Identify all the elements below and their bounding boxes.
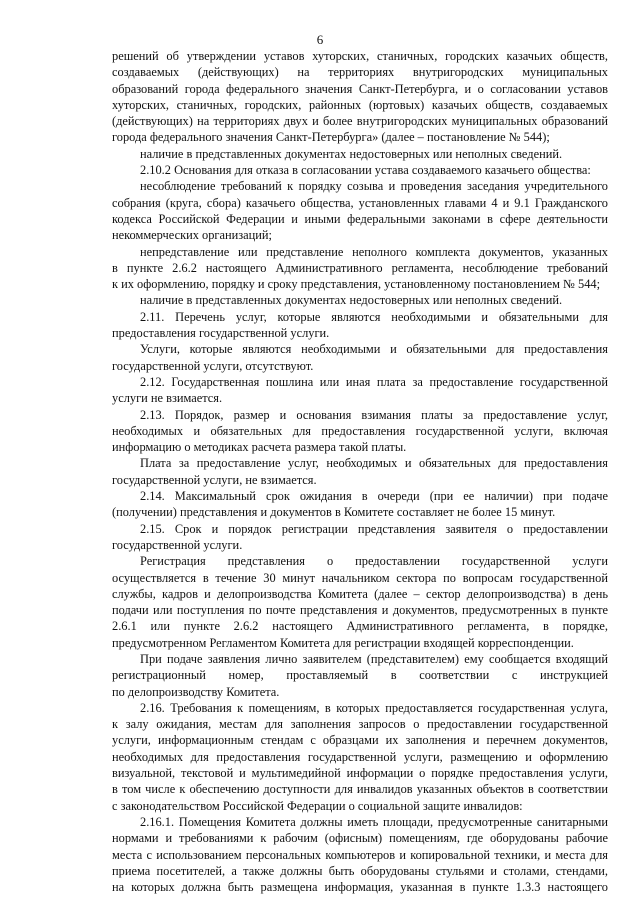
text-line: службы, кадров и делопроизводства Комитета (далее – сектор делопроизводства) в день xyxy=(112,586,608,601)
text-line: образований города федерального значения Санкт-Петербурга, и о согласовании уставов xyxy=(112,81,608,96)
text-line: города федерального значения Санкт-Петербурга» (далее – постановление № 544); xyxy=(112,130,550,145)
text-line: необходимых и обязательных для предоставления государственной услуги, включая xyxy=(112,423,608,438)
text-line: 2.10.2 Основания для отказа в согласовании устава создаваемого казачьего общества: xyxy=(140,163,591,178)
text-line: 2.16.1. Помещения Комитета должны иметь площади, предусмотренные санитарными xyxy=(140,814,608,829)
text-line: по делопроизводству Комитета. xyxy=(112,684,280,699)
text-line: некоммерческих организаций; xyxy=(112,228,272,243)
text-line: (действующих) на территориях двух и более внутригородских муниципальных образований xyxy=(112,114,608,129)
text-line: Услуги, которые являются необходимыми и обязательными для предоставления xyxy=(140,342,608,357)
text-line: 2.14. Максимальный срок ожидания в очереди (при ее наличии) при подаче xyxy=(140,489,608,504)
text-line: 2.12. Государственная пошлина или иная плата за предоставление государственной xyxy=(140,374,608,389)
text-line: При подаче заявления лично заявителем (представителем) ему сообщается входящий xyxy=(140,651,608,666)
text-line: услуги, информационным стендам с образцами их заполнения и перечнем документов, xyxy=(112,733,608,748)
text-line: 2.11. Перечень услуг, которые являются необходимыми и обязательными для xyxy=(140,309,608,324)
text-line: в пункте 2.6.2 настоящего Административного регламента, несоблюдение требований xyxy=(112,260,608,275)
text-line: информацию о методиках расчета размера такой платы. xyxy=(112,440,407,455)
text-line: необходимых для предоставления государственной услуги, размещению и оформлению xyxy=(112,749,608,764)
text-line: предоставления государственной услуги. xyxy=(112,326,330,341)
text-line: (получении) представления и документов в Комитете составляет не более 15 минут. xyxy=(112,505,556,520)
text-line: предусмотренном Регламентом Комитета для регистрации входящей корреспонденции. xyxy=(112,635,574,650)
text-line: Плата за предоставление услуг, необходимых и обязательных для предоставления xyxy=(140,456,608,471)
text-line: кодекса Российской Федерации и иными федеральными законами в сфере деятельности xyxy=(112,211,608,226)
text-line: наличие в представленных документах недостоверных или неполных сведений. xyxy=(140,293,563,308)
text-line: наличие в представленных документах недостоверных или неполных сведений. xyxy=(140,146,563,161)
text-line: подачи или поступления по почте представления и документов, предусмотренных в пункте xyxy=(112,603,608,618)
text-line: с законодательством Российской Федерации о социальной защите инвалидов: xyxy=(112,798,523,813)
page-number: 6 xyxy=(316,32,324,47)
text-line: на которых должна быть размещена информация, указанная в пункте 1.3.3 настоящего xyxy=(112,880,608,895)
text-line: приема посетителей, а также должны быть оборудованы стульями и столами, стендами, xyxy=(112,863,608,878)
text-line: собрания (круга, сбора) казачьего общества, установленных главами 4 и 9.1 Гражданского xyxy=(112,195,608,210)
text-line: несоблюдение требований к порядку созыва и проведения заседания учредительного xyxy=(140,179,608,194)
text-line: места с использованием персональных компьютеров и копировальной техники, и места для xyxy=(112,847,608,862)
text-line: к залу ожидания, местам для заполнения запросов о предоставлении государственной xyxy=(112,717,608,732)
text-line: государственной услуги, отсутствуют. xyxy=(112,358,314,373)
text-line: нормами и требованиями к рабочим (офисным) помещениям, где оборудованы рабочие xyxy=(112,831,608,846)
text-line: государственной услуги. xyxy=(112,537,243,552)
text-line: 2.6.1 или пункте 2.6.2 настоящего Административного регламента, в порядке, xyxy=(112,619,608,634)
text-line: решений об утверждении уставов хуторских, станичных, городских казачьих обществ, xyxy=(112,49,608,63)
text-line: хуторских, станичных, городских, районных (юртовых) казачьих обществ, создаваемых xyxy=(112,97,608,112)
text-line: непредставление или представление неполного комплекта документов, указанных xyxy=(140,244,608,259)
text-line: услуги не взимается. xyxy=(112,391,223,406)
text-line: 2.13. Порядок, размер и основания взимания платы за предоставление услуг, xyxy=(140,407,608,422)
text-line: регистрационный номер, проставляемый в соответствии с инструкцией xyxy=(112,668,608,683)
document-body xyxy=(112,48,608,895)
text-line: 2.15. Срок и порядок регистрации представления заявителя о предоставлении xyxy=(140,521,608,536)
text-line: визуальной, текстовой и мультимедийной информации о порядке предоставления услуги, xyxy=(112,766,608,781)
text-line: создаваемых (действующих) на территориях внутригородских муниципальных xyxy=(112,65,608,80)
text-line: осуществляется в течение 30 минут начальником сектора по вопросам государственной xyxy=(112,570,608,585)
text-line: в том числе к обеспечению доступности для инвалидов указанных объектов в соответствии xyxy=(112,782,608,797)
text-line: 2.16. Требования к помещениям, в которых предоставляется государственная услуга, xyxy=(140,700,608,715)
text-line: государственной услуги, не взимается. xyxy=(112,472,317,487)
text-line: Регистрация представления о предоставлении государственной услуги xyxy=(140,554,608,569)
text-line: к их оформлению, порядку и сроку представления, установленному постановлением № 544; xyxy=(112,277,601,292)
